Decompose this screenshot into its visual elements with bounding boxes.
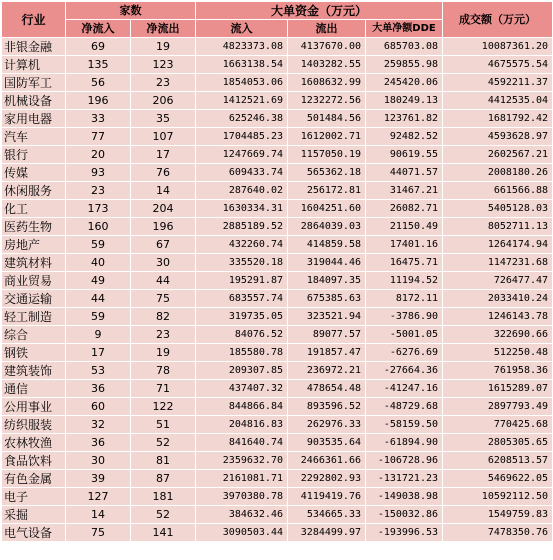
outflow-value: 323521.94 <box>288 308 366 326</box>
dde-value: 17401.16 <box>366 236 443 254</box>
net-out-count: 75 <box>131 290 196 308</box>
inflow-value: 1630334.31 <box>196 200 288 218</box>
industry-name: 银行 <box>2 146 66 164</box>
industry-name: 汽车 <box>2 128 66 146</box>
net-out-count: 141 <box>131 524 196 542</box>
dde-value: 123761.82 <box>366 110 443 128</box>
net-out-count: 181 <box>131 488 196 506</box>
net-out-count: 122 <box>131 398 196 416</box>
dde-value: -48729.68 <box>366 398 443 416</box>
net-out-count: 44 <box>131 272 196 290</box>
inflow-value: 2161081.71 <box>196 470 288 488</box>
outflow-value: 319044.46 <box>288 254 366 272</box>
industry-name: 农林牧渔 <box>2 434 66 452</box>
net-in-count: 44 <box>66 290 131 308</box>
dde-value: 259855.98 <box>366 56 443 74</box>
industry-name: 纺织服装 <box>2 416 66 434</box>
outflow-value: 1612002.71 <box>288 128 366 146</box>
net-in-count: 39 <box>66 470 131 488</box>
table-row <box>2 254 553 272</box>
net-in-count: 69 <box>66 38 131 56</box>
header-turnover: 成交额（万元） <box>443 2 553 38</box>
net-in-count: 196 <box>66 92 131 110</box>
turnover-value: 322690.66 <box>443 326 553 344</box>
outflow-value: 414859.58 <box>288 236 366 254</box>
turnover-value: 8052711.13 <box>443 218 553 236</box>
net-in-count: 75 <box>66 524 131 542</box>
net-in-count: 23 <box>66 182 131 200</box>
header-outflow: 流出 <box>288 20 366 38</box>
turnover-value: 1615289.07 <box>443 380 553 398</box>
dde-value: 11194.52 <box>366 272 443 290</box>
industry-name: 计算机 <box>2 56 66 74</box>
outflow-value: 903535.64 <box>288 434 366 452</box>
inflow-value: 384632.46 <box>196 506 288 524</box>
industry-name: 国防军工 <box>2 74 66 92</box>
dde-value: -61894.90 <box>366 434 443 452</box>
table-row <box>2 362 553 380</box>
net-out-count: 206 <box>131 92 196 110</box>
industry-name: 综合 <box>2 326 66 344</box>
turnover-value: 1264174.94 <box>443 236 553 254</box>
dde-value: 90619.55 <box>366 146 443 164</box>
table-row <box>2 290 553 308</box>
net-in-count: 77 <box>66 128 131 146</box>
net-out-count: 204 <box>131 200 196 218</box>
table-row <box>2 524 553 542</box>
dde-value: -6276.69 <box>366 344 443 362</box>
outflow-value: 1604251.60 <box>288 200 366 218</box>
inflow-value: 1412521.69 <box>196 92 288 110</box>
outflow-value: 501484.56 <box>288 110 366 128</box>
outflow-value: 2864039.03 <box>288 218 366 236</box>
inflow-value: 437407.32 <box>196 380 288 398</box>
industry-name: 传媒 <box>2 164 66 182</box>
turnover-value: 2008180.26 <box>443 164 553 182</box>
net-out-count: 67 <box>131 236 196 254</box>
header-big-order-group: 大单资金（万元） <box>196 2 443 20</box>
outflow-value: 1608632.99 <box>288 74 366 92</box>
industry-name: 食品饮料 <box>2 452 66 470</box>
outflow-value: 262976.33 <box>288 416 366 434</box>
net-in-count: 93 <box>66 164 131 182</box>
turnover-value: 512250.48 <box>443 344 553 362</box>
industry-name: 建筑材料 <box>2 254 66 272</box>
industry-name: 通信 <box>2 380 66 398</box>
net-out-count: 30 <box>131 254 196 272</box>
table-row <box>2 146 553 164</box>
outflow-value: 4137670.00 <box>288 38 366 56</box>
outflow-value: 2292802.93 <box>288 470 366 488</box>
net-out-count: 19 <box>131 38 196 56</box>
net-out-count: 52 <box>131 434 196 452</box>
table-row <box>2 470 553 488</box>
outflow-value: 675385.63 <box>288 290 366 308</box>
turnover-value: 6208513.57 <box>443 452 553 470</box>
turnover-value: 1681792.42 <box>443 110 553 128</box>
table-row <box>2 344 553 362</box>
inflow-value: 844866.84 <box>196 398 288 416</box>
turnover-value: 1147231.68 <box>443 254 553 272</box>
turnover-value: 5469622.05 <box>443 470 553 488</box>
table-row <box>2 416 553 434</box>
inflow-value: 195291.87 <box>196 272 288 290</box>
outflow-value: 1403282.55 <box>288 56 366 74</box>
inflow-value: 1247669.74 <box>196 146 288 164</box>
net-in-count: 59 <box>66 308 131 326</box>
outflow-value: 2466361.66 <box>288 452 366 470</box>
dde-value: -3786.90 <box>366 308 443 326</box>
table-row <box>2 200 553 218</box>
net-out-count: 196 <box>131 218 196 236</box>
industry-name: 有色金属 <box>2 470 66 488</box>
dde-value: -150032.86 <box>366 506 443 524</box>
turnover-value: 10592112.50 <box>443 488 553 506</box>
turnover-value: 1549759.83 <box>443 506 553 524</box>
net-in-count: 127 <box>66 488 131 506</box>
net-out-count: 52 <box>131 506 196 524</box>
header-industry: 行业 <box>2 2 66 38</box>
dde-value: 685703.08 <box>366 38 443 56</box>
turnover-value: 4593628.97 <box>443 128 553 146</box>
dde-value: -41247.16 <box>366 380 443 398</box>
net-in-count: 36 <box>66 434 131 452</box>
turnover-value: 2033410.24 <box>443 290 553 308</box>
inflow-value: 84076.52 <box>196 326 288 344</box>
outflow-value: 191857.47 <box>288 344 366 362</box>
outflow-value: 236972.21 <box>288 362 366 380</box>
inflow-value: 1663138.54 <box>196 56 288 74</box>
inflow-value: 3090503.44 <box>196 524 288 542</box>
turnover-value: 2897793.49 <box>443 398 553 416</box>
inflow-value: 319735.05 <box>196 308 288 326</box>
table-row <box>2 326 553 344</box>
outflow-value: 256172.81 <box>288 182 366 200</box>
dde-value: 44071.57 <box>366 164 443 182</box>
net-out-count: 35 <box>131 110 196 128</box>
net-out-count: 78 <box>131 362 196 380</box>
inflow-value: 625246.38 <box>196 110 288 128</box>
inflow-value: 841640.74 <box>196 434 288 452</box>
table-row <box>2 164 553 182</box>
net-in-count: 14 <box>66 506 131 524</box>
dde-value: 8172.11 <box>366 290 443 308</box>
turnover-value: 2602567.21 <box>443 146 553 164</box>
turnover-value: 4592211.37 <box>443 74 553 92</box>
table-row <box>2 92 553 110</box>
outflow-value: 893596.52 <box>288 398 366 416</box>
inflow-value: 4823373.08 <box>196 38 288 56</box>
net-in-count: 49 <box>66 272 131 290</box>
outflow-value: 89077.57 <box>288 326 366 344</box>
turnover-value: 661566.88 <box>443 182 553 200</box>
table-row <box>2 506 553 524</box>
net-out-count: 107 <box>131 128 196 146</box>
net-out-count: 19 <box>131 344 196 362</box>
inflow-value: 2885189.52 <box>196 218 288 236</box>
header-inflow: 流入 <box>196 20 288 38</box>
dde-value: -5001.05 <box>366 326 443 344</box>
dde-value: -131721.23 <box>366 470 443 488</box>
table-row <box>2 74 553 92</box>
turnover-value: 4412535.04 <box>443 92 553 110</box>
dde-value: -106728.96 <box>366 452 443 470</box>
net-in-count: 20 <box>66 146 131 164</box>
industry-name: 化工 <box>2 200 66 218</box>
net-out-count: 82 <box>131 308 196 326</box>
dde-value: 26082.71 <box>366 200 443 218</box>
industry-capital-flow-table <box>1 1 553 542</box>
inflow-value: 3970380.78 <box>196 488 288 506</box>
dde-value: 21150.49 <box>366 218 443 236</box>
table-row <box>2 218 553 236</box>
net-in-count: 173 <box>66 200 131 218</box>
industry-name: 机械设备 <box>2 92 66 110</box>
outflow-value: 4119419.76 <box>288 488 366 506</box>
industry-name: 轻工制造 <box>2 308 66 326</box>
net-in-count: 33 <box>66 110 131 128</box>
net-in-count: 160 <box>66 218 131 236</box>
turnover-value: 10087361.20 <box>443 38 553 56</box>
inflow-value: 609433.74 <box>196 164 288 182</box>
net-in-count: 40 <box>66 254 131 272</box>
net-in-count: 53 <box>66 362 131 380</box>
dde-value: -149038.98 <box>366 488 443 506</box>
dde-value: -58159.50 <box>366 416 443 434</box>
net-in-count: 32 <box>66 416 131 434</box>
net-out-count: 81 <box>131 452 196 470</box>
outflow-value: 184097.35 <box>288 272 366 290</box>
turnover-value: 4675575.54 <box>443 56 553 74</box>
net-out-count: 23 <box>131 74 196 92</box>
industry-name: 电子 <box>2 488 66 506</box>
inflow-value: 287640.02 <box>196 182 288 200</box>
dde-value: 31467.21 <box>366 182 443 200</box>
table-row <box>2 56 553 74</box>
inflow-value: 683557.74 <box>196 290 288 308</box>
table-row <box>2 488 553 506</box>
industry-name: 商业贸易 <box>2 272 66 290</box>
header-net-out-count: 净流出 <box>131 20 196 38</box>
outflow-value: 534665.33 <box>288 506 366 524</box>
net-out-count: 71 <box>131 380 196 398</box>
industry-name: 电气设备 <box>2 524 66 542</box>
inflow-value: 1854053.06 <box>196 74 288 92</box>
table-row <box>2 236 553 254</box>
dde-value: -27664.36 <box>366 362 443 380</box>
outflow-value: 565362.18 <box>288 164 366 182</box>
turnover-value: 761958.36 <box>443 362 553 380</box>
industry-name: 交通运输 <box>2 290 66 308</box>
net-in-count: 60 <box>66 398 131 416</box>
table-row <box>2 398 553 416</box>
industry-name: 医药生物 <box>2 218 66 236</box>
header-count-group: 家数 <box>66 2 196 20</box>
net-in-count: 17 <box>66 344 131 362</box>
net-out-count: 123 <box>131 56 196 74</box>
net-in-count: 30 <box>66 452 131 470</box>
dde-value: 180249.13 <box>366 92 443 110</box>
table-row <box>2 128 553 146</box>
net-in-count: 56 <box>66 74 131 92</box>
industry-name: 非银金融 <box>2 38 66 56</box>
dde-value: 245420.06 <box>366 74 443 92</box>
net-out-count: 17 <box>131 146 196 164</box>
table-row <box>2 38 553 56</box>
inflow-value: 1704485.23 <box>196 128 288 146</box>
net-out-count: 14 <box>131 182 196 200</box>
net-in-count: 59 <box>66 236 131 254</box>
net-in-count: 135 <box>66 56 131 74</box>
dde-value: -193996.53 <box>366 524 443 542</box>
industry-name: 采掘 <box>2 506 66 524</box>
outflow-value: 3284499.97 <box>288 524 366 542</box>
inflow-value: 209307.85 <box>196 362 288 380</box>
table-row <box>2 434 553 452</box>
inflow-value: 335520.18 <box>196 254 288 272</box>
dde-value: 16475.71 <box>366 254 443 272</box>
net-in-count: 9 <box>66 326 131 344</box>
header-net-in-count: 净流入 <box>66 20 131 38</box>
industry-name: 公用事业 <box>2 398 66 416</box>
outflow-value: 478654.48 <box>288 380 366 398</box>
net-out-count: 23 <box>131 326 196 344</box>
header-dde: 大单净额DDE <box>366 20 443 38</box>
table-row <box>2 380 553 398</box>
turnover-value: 7478350.76 <box>443 524 553 542</box>
inflow-value: 185580.78 <box>196 344 288 362</box>
inflow-value: 432260.74 <box>196 236 288 254</box>
turnover-value: 726477.47 <box>443 272 553 290</box>
dde-value: 92482.52 <box>366 128 443 146</box>
turnover-value: 5405128.03 <box>443 200 553 218</box>
industry-name: 房地产 <box>2 236 66 254</box>
turnover-value: 2805305.65 <box>443 434 553 452</box>
table-row <box>2 452 553 470</box>
turnover-value: 1246143.78 <box>443 308 553 326</box>
table-row <box>2 182 553 200</box>
table-row <box>2 272 553 290</box>
turnover-value: 770425.68 <box>443 416 553 434</box>
table-row <box>2 308 553 326</box>
net-out-count: 76 <box>131 164 196 182</box>
industry-name: 休闲服务 <box>2 182 66 200</box>
industry-name: 建筑装饰 <box>2 362 66 380</box>
outflow-value: 1232272.56 <box>288 92 366 110</box>
net-out-count: 51 <box>131 416 196 434</box>
inflow-value: 2359632.70 <box>196 452 288 470</box>
industry-name: 钢铁 <box>2 344 66 362</box>
industry-name: 家用电器 <box>2 110 66 128</box>
net-out-count: 87 <box>131 470 196 488</box>
outflow-value: 1157050.19 <box>288 146 366 164</box>
net-in-count: 36 <box>66 380 131 398</box>
inflow-value: 204816.83 <box>196 416 288 434</box>
table-row <box>2 110 553 128</box>
